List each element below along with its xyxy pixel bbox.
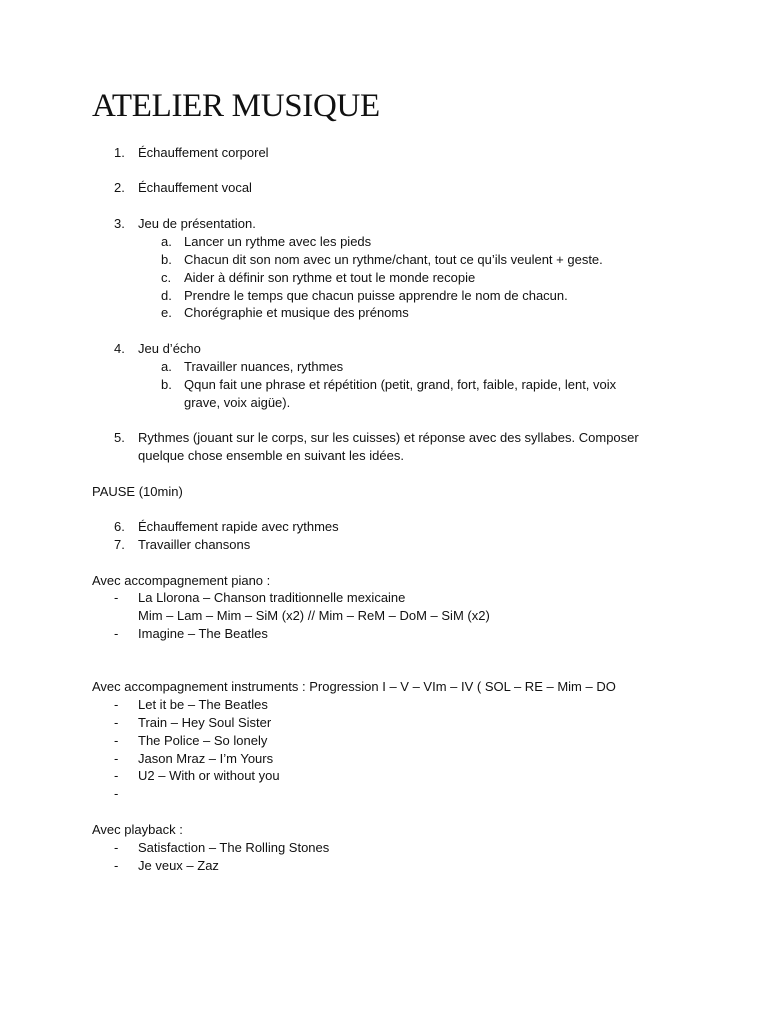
step-number: 1. [114,145,125,160]
list-item: Train – Hey Soul Sister [138,715,272,730]
list-bullet: - [114,715,119,730]
substep-text: Qqun fait une phrase et répétition (petit, grand, fort, faible, rapide, lent, voix [184,377,617,392]
list-bullet: - [114,590,119,605]
substep-letter: d. [161,288,172,303]
section-heading-piano: Avec accompagnement piano : [92,573,271,588]
substep-letter: c. [161,270,172,285]
substep-text: Travailler nuances, rythmes [184,359,344,374]
substep-text: Chorégraphie et musique des prénoms [184,305,409,320]
substep-text: Chacun dit son nom avec un rythme/chant, tout ce qu’ils veulent + geste. [184,252,603,267]
list-bullet: - [114,768,119,783]
step-text: Échauffement rapide avec rythmes [138,519,339,534]
substep-letter: b. [161,377,172,392]
substep-text: Prendre le temps que chacun puisse apprendre le nom de chacun. [184,288,568,303]
list-bullet: - [114,751,119,766]
list-item: The Police – So lonely [138,733,268,748]
page-title: ATELIER MUSIQUE [92,88,380,124]
list-item: Je veux – Zaz [138,858,219,873]
step-text: Jeu de présentation. [138,216,256,231]
list-item: Let it be – The Beatles [138,697,268,712]
list-bullet: - [114,697,119,712]
section-heading-instruments: Avec accompagnement instruments : Progression I – V – VIm – IV ( SOL – RE – Mim – DO [92,679,616,694]
substep-letter: b. [161,252,172,267]
list-item: Imagine – The Beatles [138,626,268,641]
step-number: 2. [114,180,125,195]
list-item: La Llorona – Chanson traditionnelle mexicaine [138,590,406,605]
list-item: U2 – With or without you [138,768,280,783]
list-bullet: - [114,840,119,855]
step-number: 7. [114,537,125,552]
pause-label: PAUSE (10min) [92,484,183,499]
step-text: Échauffement vocal [138,180,252,195]
step-text-continued: quelque chose ensemble en suivant les idées. [138,448,404,463]
section-heading-playback: Avec playback : [92,822,183,837]
list-item: Satisfaction – The Rolling Stones [138,840,330,855]
list-bullet: - [114,786,119,801]
substep-text: Lancer un rythme avec les pieds [184,234,372,249]
step-text: Travailler chansons [138,537,251,552]
step-text: Échauffement corporel [138,145,269,160]
step-number: 5. [114,430,125,445]
substep-text-continued: grave, voix aigüe). [184,395,291,410]
list-bullet: - [114,733,119,748]
list-item-chords: Mim – Lam – Mim – SiM (x2) // Mim – ReM – DoM – SiM (x2) [138,608,490,623]
step-number: 4. [114,341,125,356]
list-bullet: - [114,626,119,641]
step-text: Rythmes (jouant sur le corps, sur les cuisses) et réponse avec des syllabes. Composer [138,430,639,445]
substep-text: Aider à définir son rythme et tout le monde recopie [184,270,476,285]
list-item: Jason Mraz – I’m Yours [138,751,274,766]
list-bullet: - [114,858,119,873]
substep-letter: a. [161,359,172,374]
substep-letter: e. [161,305,172,320]
step-number: 6. [114,519,125,534]
substep-letter: a. [161,234,172,249]
step-number: 3. [114,216,125,231]
step-text: Jeu d’écho [138,341,201,356]
